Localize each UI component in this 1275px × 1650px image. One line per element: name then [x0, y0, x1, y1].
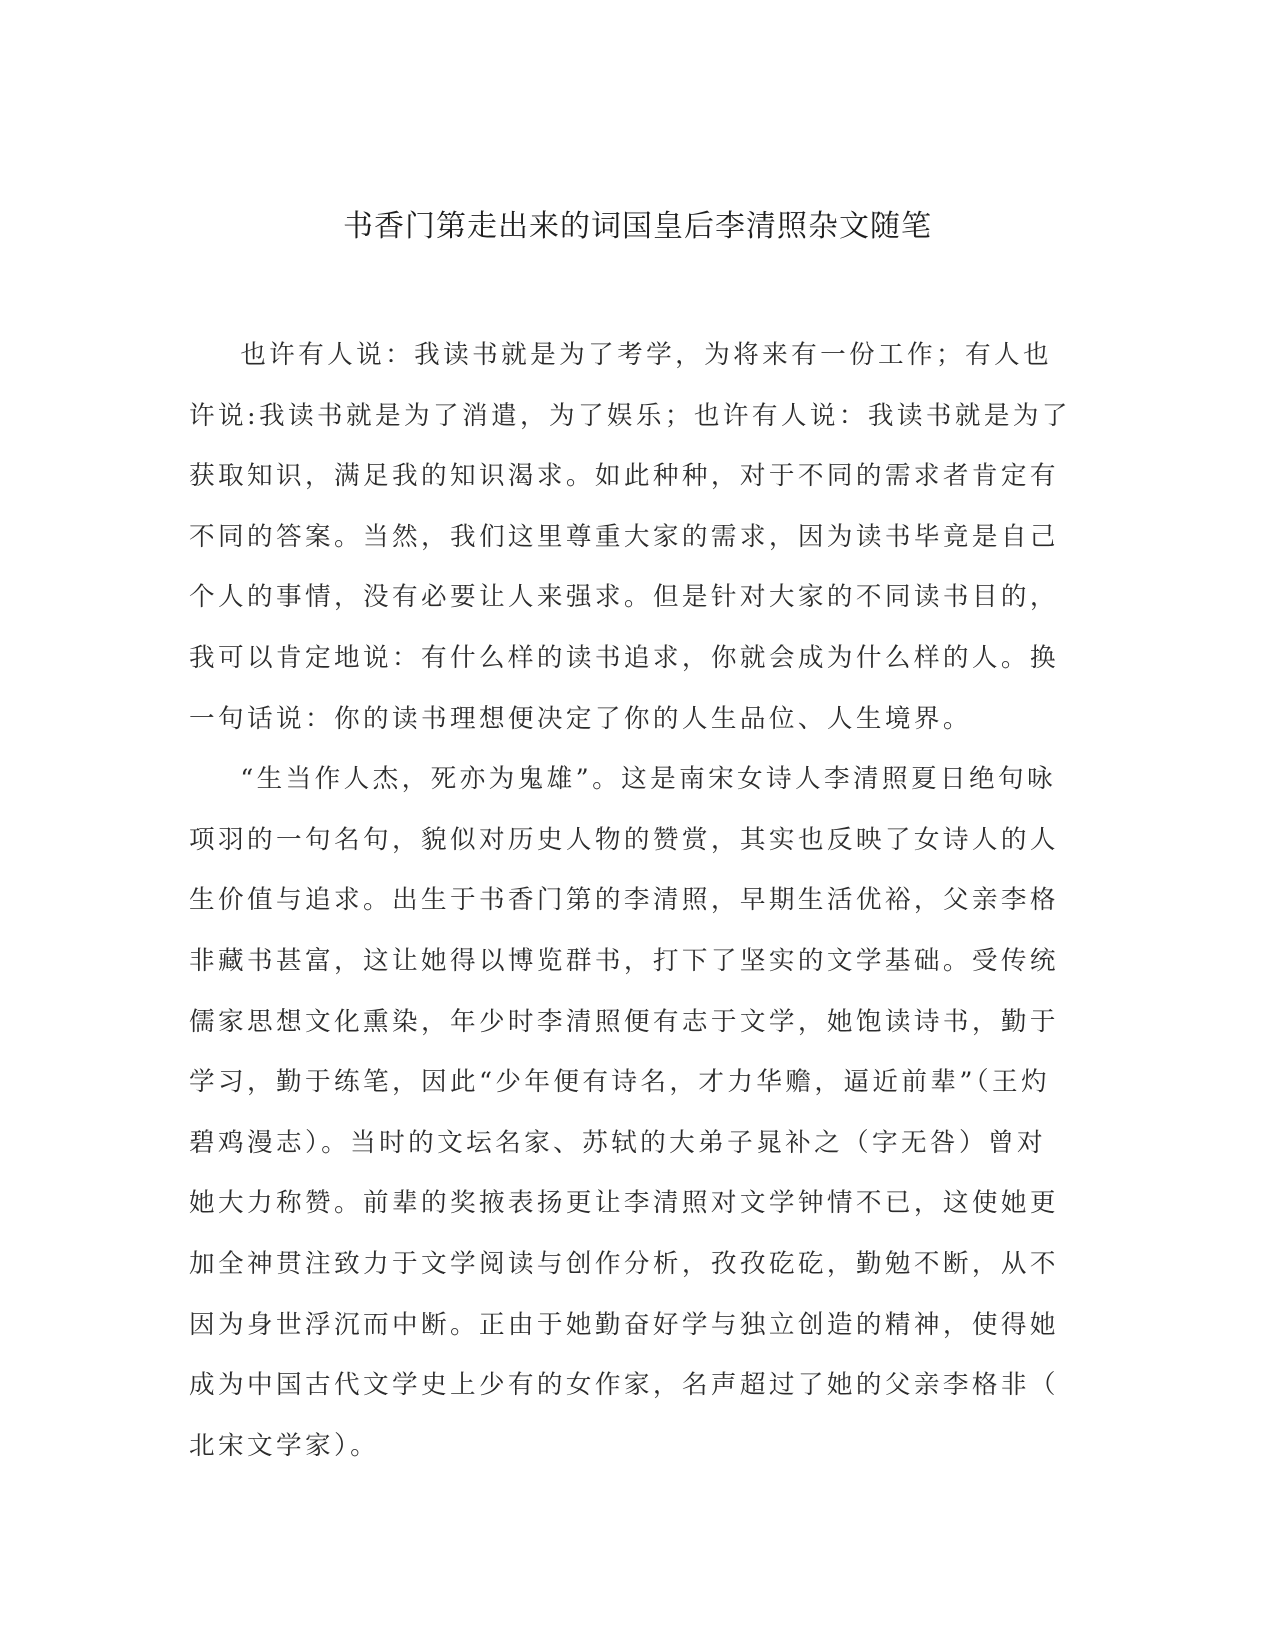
paragraph-line: 个人的事情，没有必要让人来强求。但是针对大家的不同读书目的，	[189, 582, 1059, 613]
document-body	[189, 325, 1089, 1476]
document-title: 书香门第走出来的词国皇后李清照杂文随笔	[343, 209, 932, 244]
paragraph-line: 成为中国古代文学史上少有的女作家，名声超过了她的父亲李格非（	[189, 1370, 1059, 1401]
paragraph-2	[189, 749, 1089, 1476]
paragraph-line: 一句话说：你的读书理想便决定了你的人生品位、人生境界。	[189, 703, 972, 734]
paragraph-line: 碧鸡漫志）。当时的文坛名家、苏轼的大弟子晁补之（字无咎）曾对	[189, 1127, 1047, 1158]
paragraph-line: 生价值与追求。出生于书香门第的李清照，早期生活优裕，父亲李格	[189, 885, 1059, 916]
paragraph-line: 北宋文学家）。	[189, 1430, 380, 1461]
paragraph-line: 获取知识，满足我的知识渴求。如此种种，对于不同的需求者肯定有	[189, 461, 1059, 492]
paragraph-line: 她大力称赞。前辈的奖掖表扬更让李清照对文学钟情不已，这使她更	[189, 1188, 1059, 1219]
paragraph-line: 儒家思想文化熏染，年少时李清照便有志于文学，她饱读诗书，勤于	[189, 1006, 1059, 1037]
paragraph-line: 学习，勤于练笔，因此“少年便有诗名，才力华赡，逼近前辈”（王灼	[189, 1067, 1050, 1098]
paragraph-line: 非藏书甚富，这让她得以博览群书，打下了坚实的文学基础。受传统	[189, 945, 1059, 976]
paragraph-1	[189, 325, 1089, 749]
paragraph-line: 我可以肯定地说：有什么样的读书追求，你就会成为什么样的人。换	[189, 642, 1059, 673]
paragraph-line: 项羽的一句名句，貌似对历史人物的赞赏，其实也反映了女诗人的人	[189, 824, 1059, 855]
paragraph-line: 不同的答案。当然，我们这里尊重大家的需求，因为读书毕竟是自己	[189, 521, 1059, 552]
paragraph-line: “生当作人杰，死亦为鬼雄”。这是南宋女诗人李清照夏日绝句咏	[240, 764, 1056, 795]
paragraph-line: 加全神贯注致力于文学阅读与创作分析，孜孜矻矻，勤勉不断，从不	[189, 1248, 1059, 1279]
paragraph-line: 也许有人说：我读书就是为了考学，为将来有一份工作；有人也	[240, 340, 1053, 370]
paragraph-line: 因为身世浮沉而中断。正由于她勤奋好学与独立创造的精神，使得她	[189, 1309, 1059, 1340]
paragraph-line: 许说:我读书就是为了消遣，为了娱乐；也许有人说：我读书就是为了	[189, 400, 1071, 431]
